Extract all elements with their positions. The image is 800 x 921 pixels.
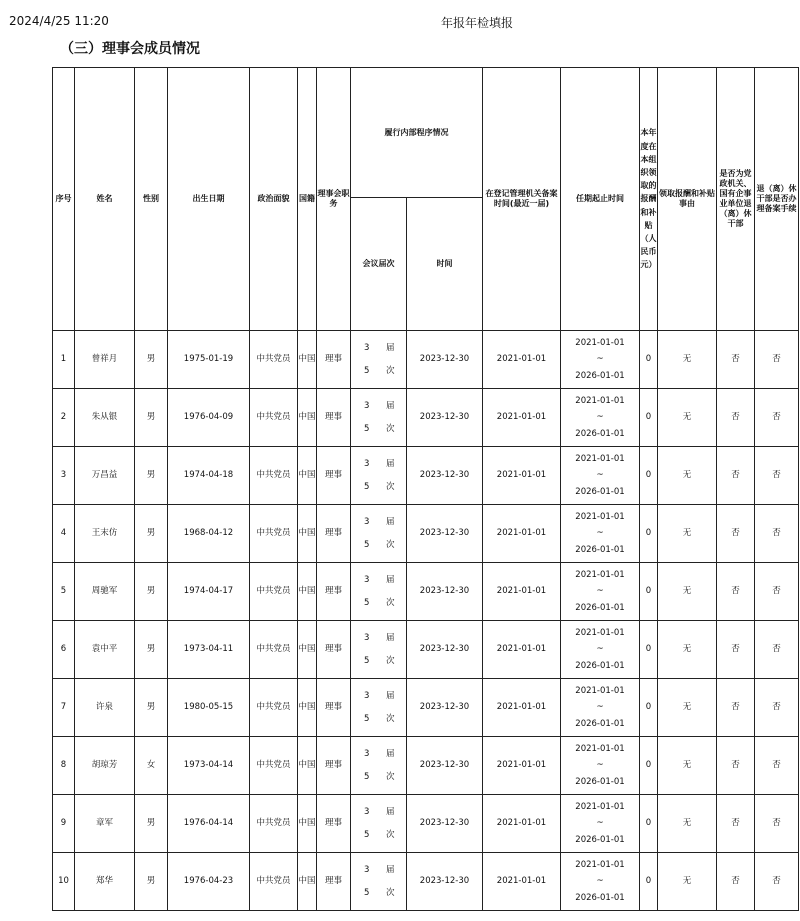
meeting-session-unit: 届 — [385, 748, 395, 759]
cell-time: 2023-12-30 — [407, 505, 483, 563]
cell-no: 8 — [53, 737, 75, 795]
term-start: 2021-01-01 — [575, 338, 625, 349]
meeting-session-number: 3 — [364, 458, 370, 469]
cell-retired: 否 — [717, 563, 755, 621]
cell-term — [561, 621, 640, 679]
cell-no: 4 — [53, 505, 75, 563]
cell-position: 理事 — [317, 737, 351, 795]
cell-term — [561, 389, 640, 447]
cell-reason: 无 — [658, 795, 717, 853]
cell-meeting — [351, 853, 407, 911]
meeting-session-unit: 届 — [385, 342, 395, 353]
term-separator: ~ — [596, 818, 604, 829]
cell-political: 中共党员 — [250, 563, 298, 621]
term-end: 2026-01-01 — [575, 602, 625, 613]
meeting-count-unit: 次 — [385, 655, 395, 666]
meeting-count-number: 5 — [364, 365, 370, 376]
meeting-session-unit: 届 — [385, 806, 395, 817]
meeting-session-unit: 届 — [385, 632, 395, 643]
cell-time: 2023-12-30 — [407, 389, 483, 447]
term-separator: ~ — [596, 760, 604, 771]
meeting-session-number: 3 — [364, 632, 370, 643]
cell-meeting — [351, 679, 407, 737]
cell-reason: 无 — [658, 563, 717, 621]
meeting-count-unit: 次 — [385, 771, 395, 782]
cell-remuneration: 0 — [640, 331, 658, 389]
cell-reason: 无 — [658, 679, 717, 737]
cell-name: 周驰军 — [75, 563, 135, 621]
term-separator: ~ — [596, 354, 604, 365]
meeting-count-number: 5 — [364, 771, 370, 782]
cell-term — [561, 795, 640, 853]
cell-filed: 否 — [755, 853, 799, 911]
meeting-count-number: 5 — [364, 829, 370, 840]
col-header-remuneration: 本年度在本组织领取的报酬和补贴（人民币元） — [640, 68, 658, 331]
meeting-count-unit: 次 — [385, 423, 395, 434]
cell-remuneration: 0 — [640, 795, 658, 853]
cell-time: 2023-12-30 — [407, 795, 483, 853]
meeting-count-unit: 次 — [385, 539, 395, 550]
table-row — [53, 389, 799, 447]
cell-remuneration: 0 — [640, 737, 658, 795]
meeting-session-unit: 届 — [385, 516, 395, 527]
cell-no: 6 — [53, 621, 75, 679]
cell-position: 理事 — [317, 447, 351, 505]
cell-name: 曾祥月 — [75, 331, 135, 389]
meeting-session-number: 3 — [364, 574, 370, 585]
cell-term — [561, 679, 640, 737]
cell-nationality: 中国 — [298, 795, 317, 853]
col-header-gender: 性别 — [135, 68, 168, 331]
cell-name: 胡琼芳 — [75, 737, 135, 795]
cell-position: 理事 — [317, 331, 351, 389]
term-start: 2021-01-01 — [575, 744, 625, 755]
cell-filing: 2021-01-01 — [483, 447, 561, 505]
cell-name: 许泉 — [75, 679, 135, 737]
cell-birth: 1968-04-12 — [168, 505, 250, 563]
cell-filed: 否 — [755, 505, 799, 563]
cell-filing: 2021-01-01 — [483, 737, 561, 795]
cell-nationality: 中国 — [298, 505, 317, 563]
term-end: 2026-01-01 — [575, 486, 625, 497]
cell-retired: 否 — [717, 447, 755, 505]
cell-reason: 无 — [658, 331, 717, 389]
cell-no: 2 — [53, 389, 75, 447]
meeting-count-number: 5 — [364, 423, 370, 434]
cell-filed: 否 — [755, 447, 799, 505]
cell-reason: 无 — [658, 621, 717, 679]
cell-position: 理事 — [317, 621, 351, 679]
table-row — [53, 853, 799, 911]
term-start: 2021-01-01 — [575, 686, 625, 697]
term-start: 2021-01-01 — [575, 454, 625, 465]
table-row — [53, 795, 799, 853]
cell-name: 袁中平 — [75, 621, 135, 679]
cell-remuneration: 0 — [640, 853, 658, 911]
cell-political: 中共党员 — [250, 853, 298, 911]
term-separator: ~ — [596, 586, 604, 597]
meeting-session-unit: 届 — [385, 690, 395, 701]
cell-gender: 男 — [135, 563, 168, 621]
col-header-time: 时间 — [407, 198, 483, 331]
table-row — [53, 447, 799, 505]
meeting-count-number: 5 — [364, 481, 370, 492]
cell-meeting — [351, 331, 407, 389]
cell-retired: 否 — [717, 853, 755, 911]
print-datetime: 2024/4/25 11:20 — [9, 14, 109, 28]
cell-filing: 2021-01-01 — [483, 563, 561, 621]
cell-filing: 2021-01-01 — [483, 621, 561, 679]
cell-position: 理事 — [317, 505, 351, 563]
cell-filing: 2021-01-01 — [483, 853, 561, 911]
cell-meeting — [351, 389, 407, 447]
table-row — [53, 679, 799, 737]
cell-retired: 否 — [717, 621, 755, 679]
cell-remuneration: 0 — [640, 679, 658, 737]
cell-birth: 1973-04-14 — [168, 737, 250, 795]
cell-gender: 男 — [135, 853, 168, 911]
term-separator: ~ — [596, 412, 604, 423]
meeting-session-unit: 届 — [385, 400, 395, 411]
col-header-no: 序号 — [53, 68, 75, 331]
cell-political: 中共党员 — [250, 795, 298, 853]
cell-political: 中共党员 — [250, 447, 298, 505]
cell-no: 10 — [53, 853, 75, 911]
cell-filed: 否 — [755, 389, 799, 447]
cell-name: 郑华 — [75, 853, 135, 911]
meeting-session-unit: 届 — [385, 574, 395, 585]
meeting-count-number: 5 — [364, 539, 370, 550]
table-row — [53, 505, 799, 563]
col-header-position: 理事会职务 — [317, 68, 351, 331]
term-end: 2026-01-01 — [575, 718, 625, 729]
cell-filing: 2021-01-01 — [483, 679, 561, 737]
cell-reason: 无 — [658, 389, 717, 447]
cell-no: 3 — [53, 447, 75, 505]
cell-time: 2023-12-30 — [407, 737, 483, 795]
cell-gender: 男 — [135, 679, 168, 737]
term-end: 2026-01-01 — [575, 892, 625, 903]
cell-birth: 1974-04-17 — [168, 563, 250, 621]
cell-reason: 无 — [658, 737, 717, 795]
cell-nationality: 中国 — [298, 737, 317, 795]
cell-remuneration: 0 — [640, 563, 658, 621]
term-start: 2021-01-01 — [575, 802, 625, 813]
cell-position: 理事 — [317, 563, 351, 621]
col-header-procedure: 履行内部程序情况 — [351, 68, 483, 198]
cell-gender: 男 — [135, 795, 168, 853]
term-separator: ~ — [596, 876, 604, 887]
cell-time: 2023-12-30 — [407, 679, 483, 737]
meeting-count-unit: 次 — [385, 713, 395, 724]
cell-term — [561, 853, 640, 911]
col-header-filed: 退（离）休干部是否办理备案手续 — [755, 68, 799, 331]
table-row — [53, 563, 799, 621]
term-end: 2026-01-01 — [575, 660, 625, 671]
cell-political: 中共党员 — [250, 389, 298, 447]
cell-time: 2023-12-30 — [407, 621, 483, 679]
cell-gender: 女 — [135, 737, 168, 795]
term-start: 2021-01-01 — [575, 860, 625, 871]
cell-filing: 2021-01-01 — [483, 795, 561, 853]
table-header — [53, 68, 799, 331]
cell-filing: 2021-01-01 — [483, 331, 561, 389]
cell-retired: 否 — [717, 389, 755, 447]
cell-gender: 男 — [135, 389, 168, 447]
cell-political: 中共党员 — [250, 621, 298, 679]
cell-remuneration: 0 — [640, 505, 658, 563]
cell-meeting — [351, 563, 407, 621]
cell-nationality: 中国 — [298, 679, 317, 737]
cell-reason: 无 — [658, 447, 717, 505]
cell-remuneration: 0 — [640, 389, 658, 447]
col-header-reason: 领取报酬和补贴事由 — [658, 68, 717, 331]
col-header-political: 政治面貌 — [250, 68, 298, 331]
meeting-session-unit: 届 — [385, 864, 395, 875]
meeting-count-number: 5 — [364, 713, 370, 724]
cell-birth: 1976-04-23 — [168, 853, 250, 911]
col-header-retired: 是否为党政机关、国有企事业单位退（离）休干部 — [717, 68, 755, 331]
cell-name: 朱从银 — [75, 389, 135, 447]
cell-no: 7 — [53, 679, 75, 737]
cell-no: 5 — [53, 563, 75, 621]
cell-gender: 男 — [135, 331, 168, 389]
cell-retired: 否 — [717, 505, 755, 563]
cell-meeting — [351, 795, 407, 853]
col-header-name: 姓名 — [75, 68, 135, 331]
term-end: 2026-01-01 — [575, 370, 625, 381]
section-title: （三）理事会成员情况 — [60, 41, 200, 57]
cell-reason: 无 — [658, 853, 717, 911]
meeting-count-number: 5 — [364, 597, 370, 608]
cell-remuneration: 0 — [640, 621, 658, 679]
meeting-count-unit: 次 — [385, 365, 395, 376]
cell-term — [561, 331, 640, 389]
term-start: 2021-01-01 — [575, 628, 625, 639]
cell-meeting — [351, 447, 407, 505]
cell-birth: 1976-04-09 — [168, 389, 250, 447]
cell-filed: 否 — [755, 621, 799, 679]
cell-meeting — [351, 737, 407, 795]
cell-filing: 2021-01-01 — [483, 505, 561, 563]
table-row — [53, 621, 799, 679]
meeting-session-number: 3 — [364, 690, 370, 701]
term-separator: ~ — [596, 644, 604, 655]
cell-retired: 否 — [717, 795, 755, 853]
cell-birth: 1976-04-14 — [168, 795, 250, 853]
cell-birth: 1973-04-11 — [168, 621, 250, 679]
cell-political: 中共党员 — [250, 505, 298, 563]
cell-time: 2023-12-30 — [407, 447, 483, 505]
cell-meeting — [351, 505, 407, 563]
cell-birth: 1980-05-15 — [168, 679, 250, 737]
term-end: 2026-01-01 — [575, 834, 625, 845]
table-row — [53, 331, 799, 389]
meeting-session-number: 3 — [364, 516, 370, 527]
cell-nationality: 中国 — [298, 563, 317, 621]
meeting-count-number: 5 — [364, 655, 370, 666]
cell-filed: 否 — [755, 795, 799, 853]
col-header-filing: 在登记管理机关备案时间(最近一届) — [483, 68, 561, 331]
cell-political: 中共党员 — [250, 737, 298, 795]
cell-gender: 男 — [135, 447, 168, 505]
meeting-session-number: 3 — [364, 806, 370, 817]
cell-name: 万昌益 — [75, 447, 135, 505]
cell-reason: 无 — [658, 505, 717, 563]
cell-nationality: 中国 — [298, 331, 317, 389]
term-end: 2026-01-01 — [575, 428, 625, 439]
term-end: 2026-01-01 — [575, 776, 625, 787]
cell-time: 2023-12-30 — [407, 853, 483, 911]
cell-political: 中共党员 — [250, 679, 298, 737]
cell-nationality: 中国 — [298, 389, 317, 447]
table-body — [53, 331, 799, 911]
cell-nationality: 中国 — [298, 447, 317, 505]
cell-nationality: 中国 — [298, 853, 317, 911]
cell-birth: 1975-01-19 — [168, 331, 250, 389]
cell-retired: 否 — [717, 737, 755, 795]
term-start: 2021-01-01 — [575, 570, 625, 581]
col-header-birth: 出生日期 — [168, 68, 250, 331]
cell-filing: 2021-01-01 — [483, 389, 561, 447]
cell-term — [561, 447, 640, 505]
term-start: 2021-01-01 — [575, 396, 625, 407]
cell-filed: 否 — [755, 737, 799, 795]
cell-term — [561, 505, 640, 563]
cell-name: 章军 — [75, 795, 135, 853]
term-separator: ~ — [596, 528, 604, 539]
board-members-table — [52, 67, 799, 911]
cell-term — [561, 563, 640, 621]
cell-no: 9 — [53, 795, 75, 853]
cell-time: 2023-12-30 — [407, 563, 483, 621]
meeting-session-number: 3 — [364, 748, 370, 759]
table-row — [53, 737, 799, 795]
cell-time: 2023-12-30 — [407, 331, 483, 389]
meeting-count-unit: 次 — [385, 481, 395, 492]
term-start: 2021-01-01 — [575, 512, 625, 523]
cell-retired: 否 — [717, 331, 755, 389]
col-header-nationality: 国籍 — [298, 68, 317, 331]
cell-position: 理事 — [317, 795, 351, 853]
cell-meeting — [351, 621, 407, 679]
cell-filed: 否 — [755, 563, 799, 621]
meeting-session-number: 3 — [364, 864, 370, 875]
cell-no: 1 — [53, 331, 75, 389]
cell-term — [561, 737, 640, 795]
term-separator: ~ — [596, 470, 604, 481]
cell-position: 理事 — [317, 853, 351, 911]
meeting-count-unit: 次 — [385, 887, 395, 898]
term-end: 2026-01-01 — [575, 544, 625, 555]
cell-remuneration: 0 — [640, 447, 658, 505]
meeting-count-unit: 次 — [385, 829, 395, 840]
meeting-count-unit: 次 — [385, 597, 395, 608]
page-title: 年报年检填报 — [441, 16, 514, 30]
cell-position: 理事 — [317, 679, 351, 737]
cell-birth: 1974-04-18 — [168, 447, 250, 505]
term-separator: ~ — [596, 702, 604, 713]
cell-position: 理事 — [317, 389, 351, 447]
cell-filed: 否 — [755, 331, 799, 389]
cell-gender: 男 — [135, 505, 168, 563]
cell-name: 王末仿 — [75, 505, 135, 563]
col-header-meeting: 会议届次 — [351, 198, 407, 331]
meeting-count-number: 5 — [364, 887, 370, 898]
meeting-session-number: 3 — [364, 400, 370, 411]
cell-gender: 男 — [135, 621, 168, 679]
meeting-session-unit: 届 — [385, 458, 395, 469]
meeting-session-number: 3 — [364, 342, 370, 353]
col-header-term: 任期起止时间 — [561, 68, 640, 331]
cell-filed: 否 — [755, 679, 799, 737]
cell-retired: 否 — [717, 679, 755, 737]
cell-political: 中共党员 — [250, 331, 298, 389]
cell-nationality: 中国 — [298, 621, 317, 679]
